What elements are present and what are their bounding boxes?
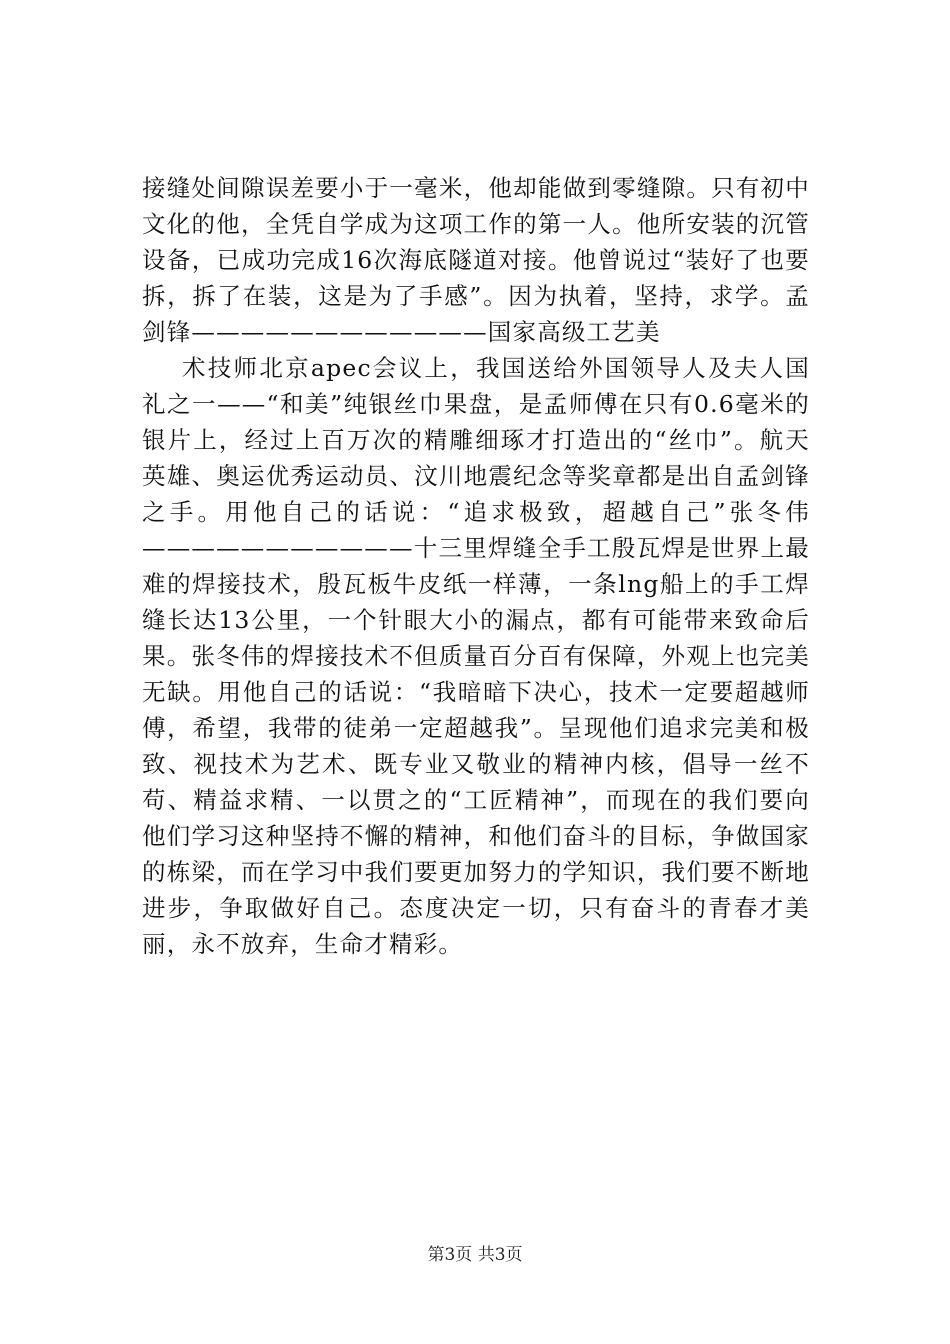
paragraph-2: 术技师北京apec会议上，我国送给外国领导人及夫人国礼之一——“和美”纯银丝巾果盘，是孟师傅在只有0.6毫米的银片上，经过上百万次的精雕细琢才打造出的“丝巾”。航天英雄、奥运优秀运动员、汶川地震纪念等奖章都是出自孟剑锋之手。用他自己的话说：“追求极致，超越自己”张冬伟———————————十三里焊缝全手工殷瓦焊是世界上最难的焊接技术，殷瓦板牛皮纸一样薄，一条lng船上的手工焊缝长达13公里，一个针眼大小的漏点，都有可能带来致命后果。张冬伟的焊接技术不但质量百分百有保障，外观上也完美无缺。用他自己的话说：“我暗暗下决心，技术一定要超越师傅，希望，我带的徒弟一定超越我”。呈现他们追求完美和极致、视技术为艺术、既专业又敬业的精神内核，倡导一丝不苟、精益求精、一以贯之的“工匠精神”，而现在的我们要向他们学习这种坚持不懈的精神，和他们奋斗的目标，争做国家的栋梁，而在学习中我们要更加努力的学知识，我们要不断地进步，争取做好自己。态度决定一切，只有奋斗的青春才美丽，永不放弃，生命才精彩。 (142, 354, 810, 958)
page-footer: 第3页 共3页 (427, 1245, 523, 1265)
document-body (142, 170, 810, 962)
paragraph-1: 接缝处间隙误差要小于一毫米，他却能做到零缝隙。只有初中文化的他，全凭自学成为这项工作的第一人。他所安装的沉管设备，已成功完成16次海底隧道对接。他曾说过“装好了也要拆，拆了在装，这是为了手感”。因为执着，坚持，求学。孟剑锋————————————国家高级工艺美 (142, 174, 810, 346)
